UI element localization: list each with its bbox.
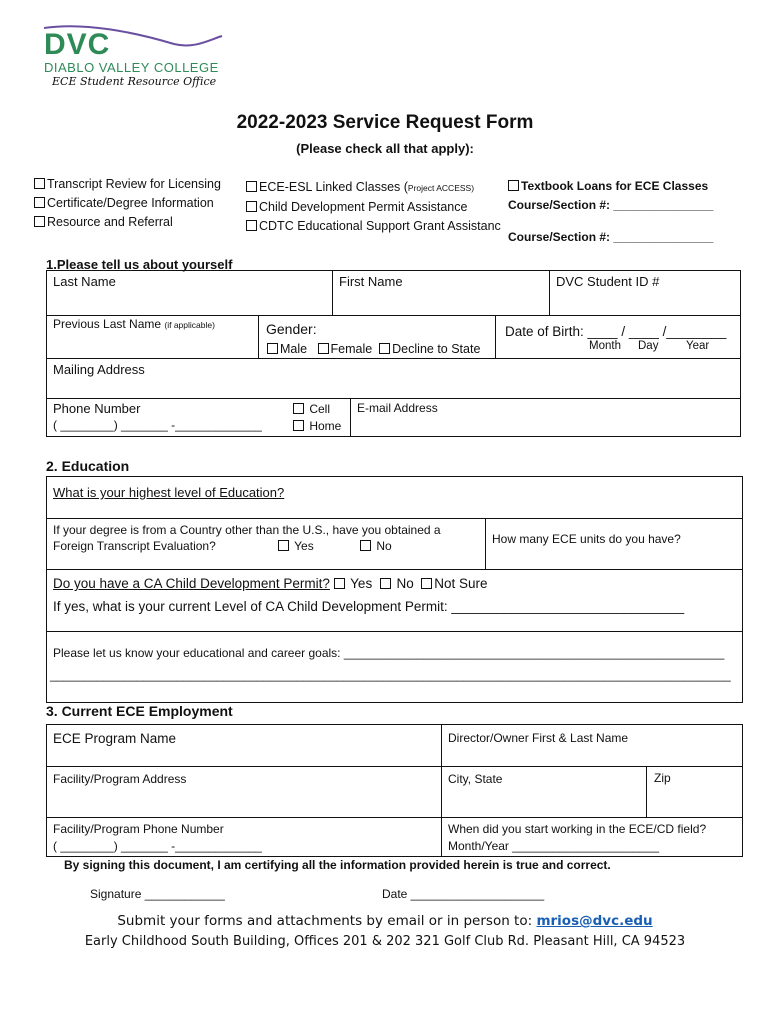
checkbox-icon[interactable]: [360, 540, 371, 551]
gender-decline[interactable]: Decline to State: [379, 342, 480, 356]
certification-text: By signing this document, I am certifying all the information provided herein is true and correct.: [64, 858, 611, 872]
gender-options: [267, 342, 480, 356]
service-cdtc[interactable]: CDTC Educational Support Grant Assistanc: [246, 217, 476, 236]
dob-field[interactable]: Date of Birth: ____ / ____ /________: [505, 324, 727, 339]
checkbox-icon[interactable]: [380, 578, 391, 589]
permit-notsure-option[interactable]: Not Sure: [421, 576, 487, 591]
service-textbook[interactable]: Textbook Loans for ECE Classes: [508, 177, 713, 196]
dob-month-label: Month: [589, 340, 621, 352]
foreign-yes-option[interactable]: Yes: [278, 539, 314, 553]
checkbox-icon[interactable]: [293, 403, 304, 414]
ece-units-label: How many ECE units do you have?: [492, 532, 681, 546]
logo-college-name: DIABLO VALLEY COLLEGE: [44, 60, 219, 75]
course-section-1[interactable]: Course/Section #: _______________: [508, 198, 714, 212]
checkbox-icon[interactable]: [246, 201, 257, 212]
checkbox-icon[interactable]: [267, 343, 278, 354]
checkbox-icon[interactable]: [34, 178, 45, 189]
gender-male[interactable]: Male: [267, 342, 307, 356]
section-2-heading: 2. Education: [46, 458, 130, 474]
start-date-field[interactable]: Month/Year ______________________: [448, 839, 660, 853]
section-1-heading: 1.Please tell us about yourself: [46, 257, 233, 272]
foreign-transcript-q2: Foreign Transcript Evaluation?: [53, 539, 216, 553]
facility-phone-divider: [441, 817, 442, 857]
form-subtitle: (Please check all that apply):: [296, 141, 474, 156]
program-name-label: ECE Program Name: [53, 731, 177, 746]
service-col-1: [34, 175, 221, 232]
service-permit[interactable]: Child Development Permit Assistance: [246, 198, 476, 217]
service-col-3: [508, 177, 713, 247]
checkbox-icon[interactable]: [34, 216, 45, 227]
checkbox-icon[interactable]: [34, 197, 45, 208]
goals-cell: [46, 631, 743, 703]
phone-label: Phone Number: [53, 401, 141, 416]
dob-day-label: Day: [638, 340, 659, 352]
foreign-no-option[interactable]: No: [360, 539, 392, 553]
highest-education-label: What is your highest level of Education?: [53, 485, 285, 500]
logo-office-name: ECE Student Resource Office: [52, 75, 217, 88]
submit-instructions: Submit your forms and attachments by email or in person to: mrios@dvc.edu: [117, 913, 653, 929]
goals-line[interactable]: ______________________________________________________________________________________________________: [50, 668, 731, 682]
logo-dvc: DVC: [44, 28, 111, 61]
facility-phone-label: Facility/Program Phone Number: [53, 822, 224, 836]
date-field[interactable]: Date ____________________: [382, 887, 545, 901]
checkbox-icon[interactable]: [246, 181, 257, 192]
section-3-heading: 3. Current ECE Employment: [46, 703, 233, 719]
permit-question: Do you have a CA Child Development Permit?: [53, 576, 330, 591]
mailing-address-label: Mailing Address: [53, 362, 145, 377]
city-state-label: City, State: [448, 772, 503, 786]
phone-cell-option[interactable]: Cell: [293, 402, 330, 416]
dob-year-label: Year: [686, 340, 710, 352]
service-ece-esl[interactable]: ECE-ESL Linked Classes (Project ACCESS): [246, 178, 476, 198]
facility-address-label: Facility/Program Address: [53, 772, 187, 786]
contact-email-link[interactable]: mrios@dvc.edu: [536, 913, 653, 929]
office-address: Early Childhood South Building, Offices 201 & 202 321 Golf Club Rd. Pleasant Hill, CA 94523: [84, 934, 686, 949]
permit-level-field[interactable]: If yes, what is your current Level of CA Child Development Permit: _______________________________: [53, 599, 685, 614]
director-label: Director/Owner First & Last Name: [448, 731, 629, 745]
permit-no-option[interactable]: No: [380, 576, 414, 591]
zip-label: Zip: [654, 771, 671, 785]
first-name-label: First Name: [339, 274, 403, 289]
email-label: E-mail Address: [357, 401, 438, 415]
service-transcript[interactable]: Transcript Review for Licensing: [34, 175, 221, 194]
foreign-transcript-q1: If your degree is from a Country other than the U.S., have you obtained a: [53, 523, 441, 537]
mailing-address-field[interactable]: [46, 358, 741, 399]
goals-field[interactable]: Please let us know your educational and career goals: _________________________________________________________: [53, 646, 725, 660]
checkbox-icon[interactable]: [508, 180, 519, 191]
phone-blank: ( ________) _______ -_____________: [53, 418, 262, 432]
checkbox-icon[interactable]: [278, 540, 289, 551]
service-certificate[interactable]: Certificate/Degree Information: [34, 194, 221, 213]
course-section-2[interactable]: Course/Section #: _______________: [508, 230, 714, 244]
checkbox-icon[interactable]: [246, 220, 257, 231]
checkbox-icon[interactable]: [318, 343, 329, 354]
gender-label: Gender:: [266, 321, 317, 337]
start-date-question: When did you start working in the ECE/CD field?: [448, 822, 707, 836]
checkbox-icon[interactable]: [379, 343, 390, 354]
service-resource[interactable]: Resource and Referral: [34, 213, 221, 232]
last-name-label: Last Name: [53, 274, 116, 289]
checkbox-icon[interactable]: [293, 420, 304, 431]
checkbox-icon[interactable]: [334, 578, 345, 589]
service-col-2: [246, 178, 501, 236]
facility-phone-field[interactable]: ( ________) _______ -_____________: [53, 839, 262, 853]
signature-field[interactable]: Signature ____________: [90, 887, 225, 901]
permit-question-row: [53, 576, 488, 591]
form-title: 2022-2023 Service Request Form: [236, 112, 534, 133]
permit-yes-option[interactable]: Yes: [334, 576, 373, 591]
checkbox-icon[interactable]: [421, 578, 432, 589]
previous-last-name-label: Previous Last Name (if applicable): [53, 317, 215, 331]
phone-home-option[interactable]: Home: [293, 419, 341, 433]
gender-female[interactable]: Female: [318, 342, 373, 356]
student-id-label: DVC Student ID #: [556, 274, 660, 289]
